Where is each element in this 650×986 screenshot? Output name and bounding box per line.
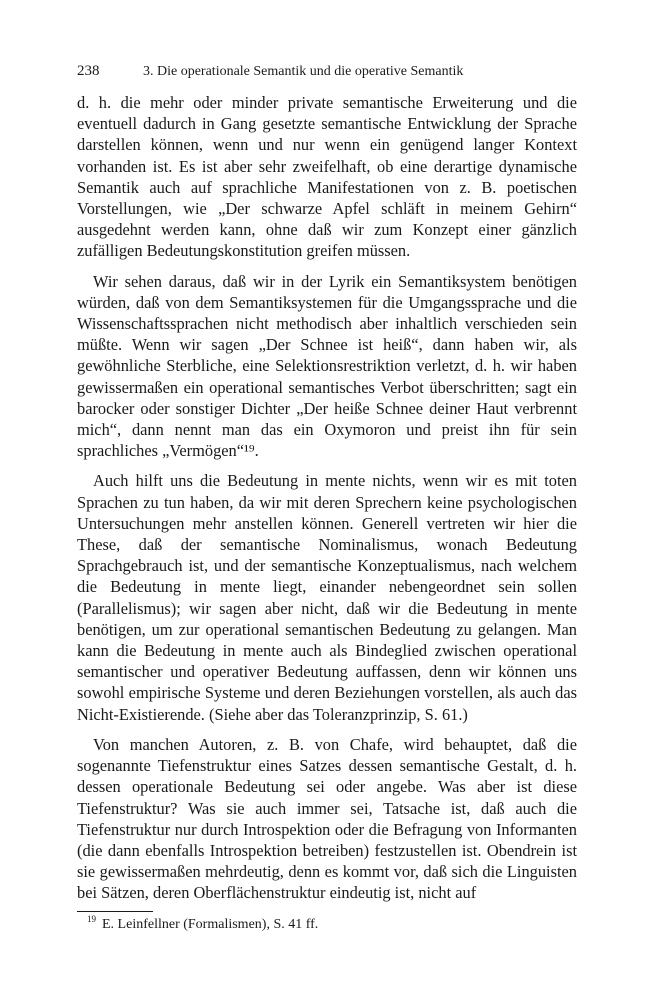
- running-head: 3. Die operationale Semantik und die operative Semantik: [143, 64, 464, 79]
- footnote-marker: 19: [87, 913, 96, 924]
- footnote-text: E. Leinfellner (Formalismen), S. 41 ff.: [102, 916, 319, 932]
- book-page: [77, 62, 577, 934]
- paragraph-lyrik: Wir sehen daraus, daß wir in der Lyrik ein Semantiksystem benötigen würden, daß von dem Semantiksystemen für die Umgangssprache und die Wissenschaftssprachen nicht methodisch aber inhaltlich verschieden sein müßte. Wenn wir sagen „Der Schnee ist heiß“, dann haben wir, als gewöhnliche Sterbliche, eine Selektionsrestriktion verletzt, d. h. wir haben gewissermaßen ein operational semantisches Verbot überschritten; sagt ein barocker oder sonstiger Dichter „Der heiße Schnee deiner Haut verbrennt mich“, dann nennt man das ein Oxymoron und preist ihn für sein sprachliches „Vermögen“¹⁹.: [77, 271, 577, 461]
- footnote-divider: [77, 911, 153, 912]
- page-number: 238: [77, 63, 100, 79]
- paragraph-tiefenstruktur: Von manchen Autoren, z. B. von Chafe, wird behauptet, daß die sogenannte Tiefenstruktur eines Satzes dessen semantische Gestalt, d. h. dessen operationale Bedeutung sei oder angebe. Was aber ist diese Tiefenstruktur? Was sie auch immer sei, Tatsache ist, daß auch die Tiefenstruktur nur durch Introspektion oder die Befragung von Informanten (die dann ebenfalls Introspektion betreiben) festzustellen ist. Obendrein ist sie gewissermaßen mehrdeutig, denn es kommt vor, daß sich die Linguisten bei Sätzen, deren Oberflächenstruktur eindeutig ist, nicht auf: [77, 734, 577, 903]
- paragraph-bedeutung-in-mente: Auch hilft uns die Bedeutung in mente nichts, wenn wir es mit toten Sprachen zu tun haben, da wir mit deren Sprechern keine psychologischen Untersuchungen mehr anstellen können. Generell vertreten wir hier die These, daß der semantische Nominalismus, wonach Bedeutung Sprachgebrauch ist, und der semantische Konzeptualismus, nach welchem die Bedeutung in mente liegt, einander nebengeordnet sein sollen (Parallelismus); wir sagen aber nicht, daß wir die Bedeutung in mente benötigen, um zur operational semantischen Bedeutung zu gelangen. Man kann die Bedeutung in mente auch als Bindeglied zwischen operational semantischer und operativer Bedeutung auffassen, denn wir können uns sowohl empirische Systeme und deren Beziehungen vorstellen, als auch das Nicht-Existierende. (Siehe aber das Toleranzprinzip, S. 61.): [77, 471, 577, 724]
- footnote: [77, 913, 577, 934]
- text-body: [77, 92, 577, 904]
- page-header: [77, 62, 577, 81]
- paragraph-continuation: d. h. die mehr oder minder private semantische Erweiterung und die eventuell dadurch in Gang gesetzte semantische Entwicklung der Sprache darstellen können, wenn und nur wenn ein genügend langer Kontext vorhanden ist. Es ist aber sehr zweifelhaft, ob eine derartige dynamische Semantik auch auf sprachliche Manifestationen von z. B. poetischen Vorstellungen, wie „Der schwarze Apfel schläft in meinem Gehirn“ ausgedehnt werden kann, ohne daß wir zum Konzept einer gänzlich zufälligen Bedeutungskonstitution greifen müssen.: [77, 93, 577, 261]
